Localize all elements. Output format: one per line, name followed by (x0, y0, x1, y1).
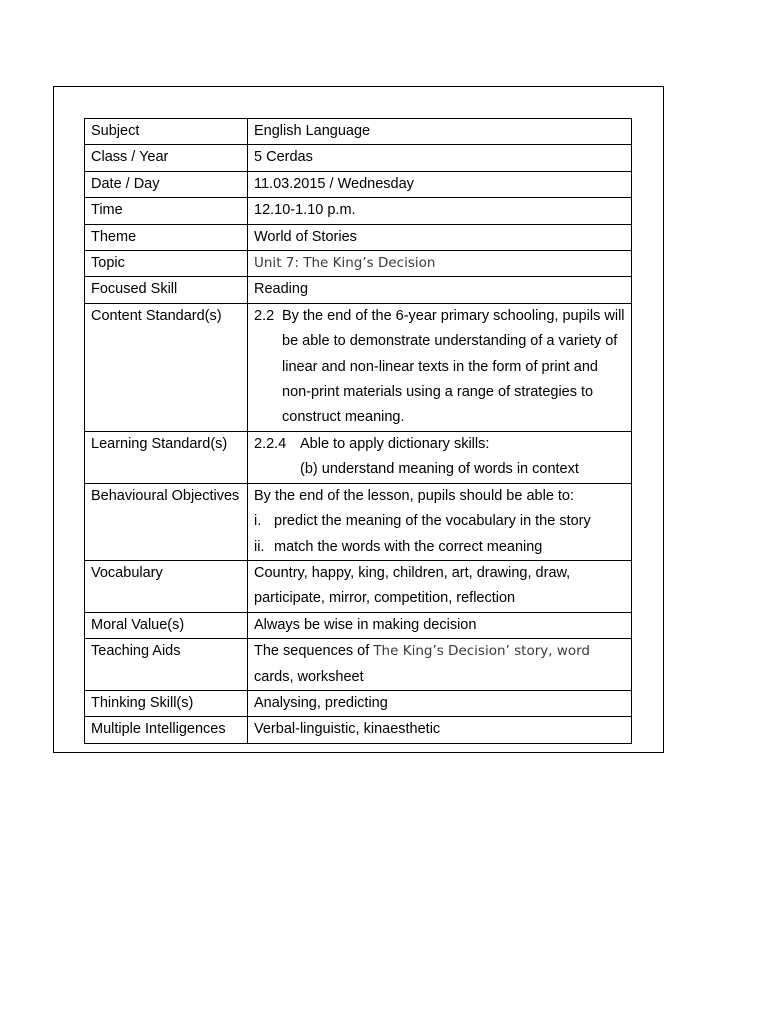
table-row (85, 277, 632, 303)
row-value-moral-value: Always be wise in making decision (248, 612, 632, 638)
row-label-date-day: Date / Day (85, 171, 248, 197)
table-row (85, 483, 632, 560)
table-row (85, 690, 632, 716)
list-item-text: predict the meaning of the vocabulary in the story (274, 513, 591, 530)
table-row (85, 431, 632, 483)
row-value-focused-skill: Reading (248, 277, 632, 303)
table-row (85, 303, 632, 431)
row-label-theme: Theme (85, 224, 248, 250)
content-standard-text: By the end of the 6-year primary schooling, pupils will be able to demonstrate understanding of a variety of linear and non-linear texts in the form of print and non-print materials using a range of strategies to construct meaning. (282, 307, 625, 426)
row-label-behavioural-objectives: Behavioural Objectives (85, 483, 248, 560)
row-value-vocabulary: Country, happy, king, children, art, drawing, draw, participate, mirror, competition, reflection (248, 560, 632, 612)
row-label-thinking-skill: Thinking Skill(s) (85, 690, 248, 716)
table-row (85, 171, 632, 197)
row-value-date-day: 11.03.2015 / Wednesday (248, 171, 632, 197)
row-value-topic: Unit 7: The King’s Decision (248, 251, 632, 277)
teaching-aids-suffix: cards, worksheet (254, 668, 364, 685)
list-marker: ii. (254, 538, 265, 555)
row-label-time: Time (85, 198, 248, 224)
row-value-class-year: 5 Cerdas (248, 145, 632, 171)
list-item (254, 509, 625, 534)
teaching-aids-story: The King’s Decision’ story, word (373, 643, 591, 660)
table-row (85, 224, 632, 250)
table-row (85, 145, 632, 171)
table-row (85, 717, 632, 743)
lesson-plan-table (84, 118, 632, 744)
table-row (85, 119, 632, 145)
learning-standard-sub: (b) understand meaning of words in context (300, 461, 579, 478)
teaching-aids-prefix: The sequences of (254, 643, 374, 660)
table-row (85, 612, 632, 638)
row-label-moral-value: Moral Value(s) (85, 612, 248, 638)
learning-standard-number: 2.2.4 (254, 435, 287, 452)
learning-standard-text: Able to apply dictionary skills: (300, 435, 490, 452)
list-marker: i. (254, 513, 262, 530)
row-value-subject: English Language (248, 119, 632, 145)
table-row (85, 560, 632, 612)
list-item-text: match the words with the correct meaning (274, 538, 543, 555)
list-item (254, 535, 625, 560)
table-row (85, 251, 632, 277)
content-standard-paragraph (254, 304, 625, 431)
row-value-learning-standard (248, 431, 632, 483)
objectives-intro: By the end of the lesson, pupils should be able to: (254, 487, 575, 504)
row-value-multiple-intelligences: Verbal-linguistic, kinaesthetic (248, 717, 632, 743)
row-label-class-year: Class / Year (85, 145, 248, 171)
row-label-learning-standard: Learning Standard(s) (85, 431, 248, 483)
row-label-focused-skill: Focused Skill (85, 277, 248, 303)
row-label-subject: Subject (85, 119, 248, 145)
table-row (85, 198, 632, 224)
row-value-content-standard (248, 303, 632, 431)
content-standard-number: 2.2 (254, 307, 275, 324)
row-label-vocabulary: Vocabulary (85, 560, 248, 612)
row-value-behavioural-objectives (248, 483, 632, 560)
learning-standard-line (254, 436, 489, 452)
row-value-time: 12.10-1.10 p.m. (248, 198, 632, 224)
row-value-theme: World of Stories (248, 224, 632, 250)
row-value-teaching-aids (248, 639, 632, 691)
row-label-topic: Topic (85, 251, 248, 277)
row-label-content-standard: Content Standard(s) (85, 303, 248, 431)
row-value-thinking-skill: Analysing, predicting (248, 690, 632, 716)
row-label-teaching-aids: Teaching Aids (85, 639, 248, 691)
table-row (85, 639, 632, 691)
row-label-multiple-intelligences: Multiple Intelligences (85, 717, 248, 743)
